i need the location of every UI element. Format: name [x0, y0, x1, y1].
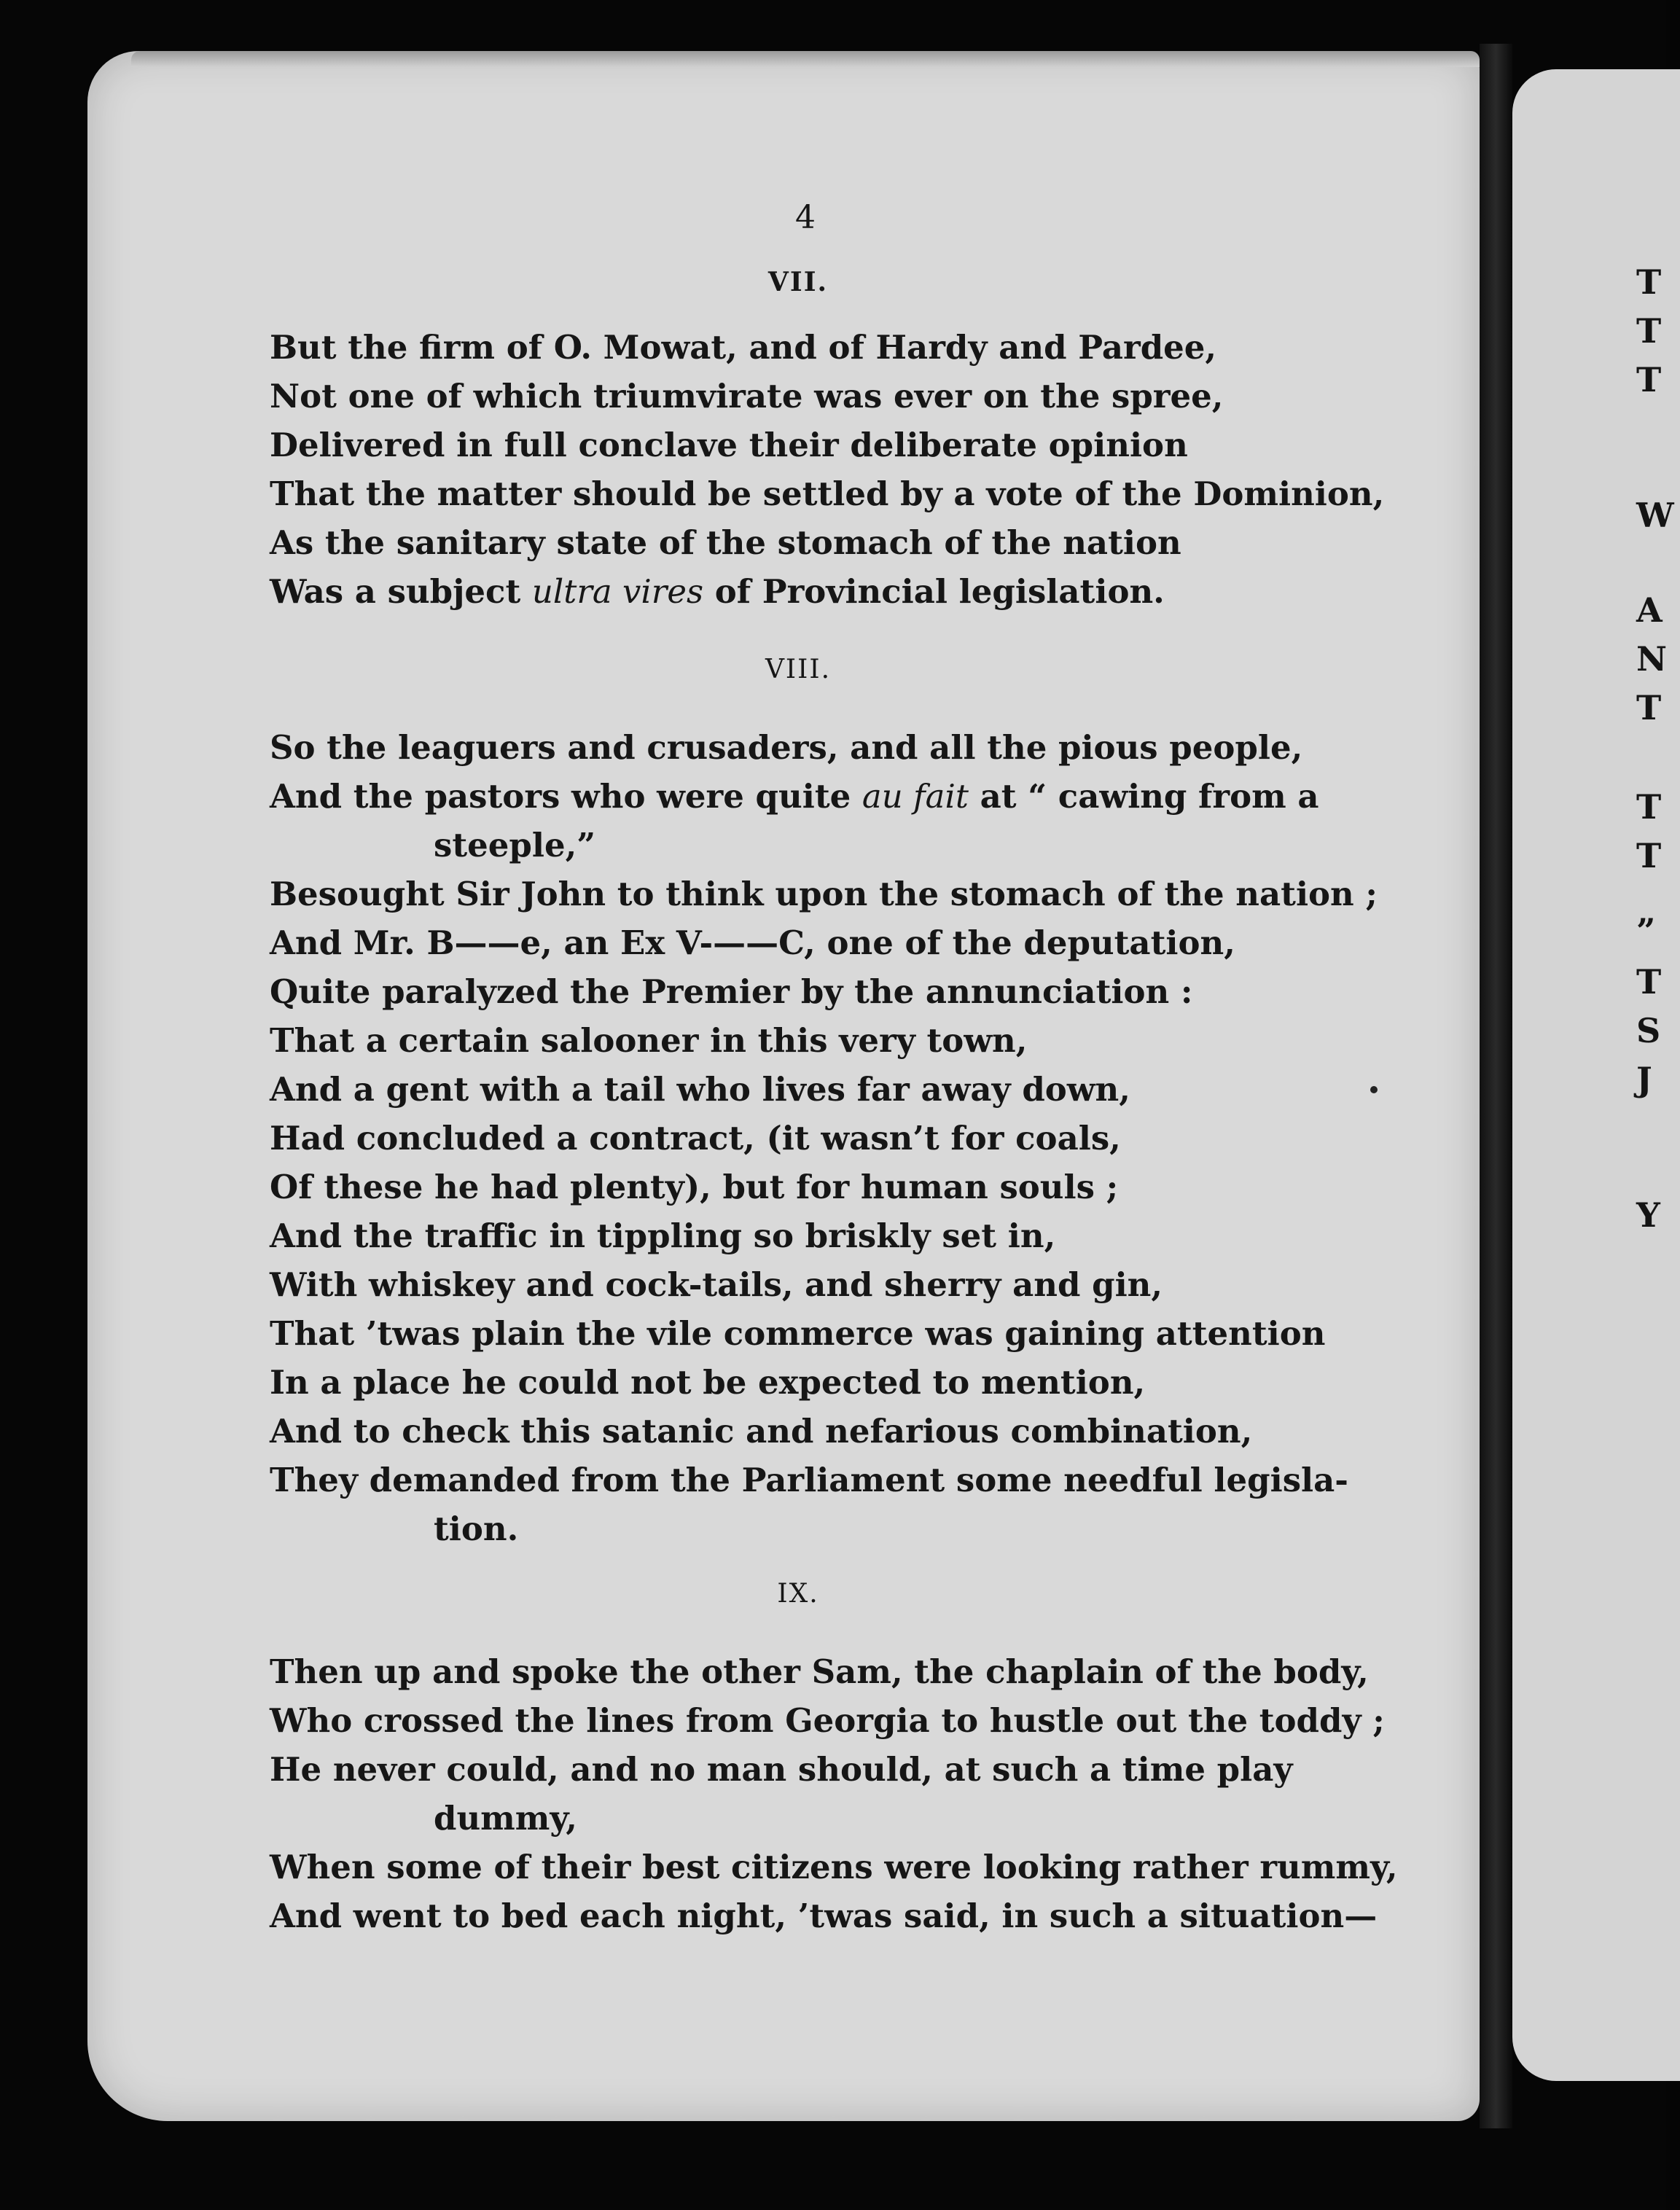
verse-segment: at “ cawing from a: [968, 777, 1319, 816]
book-gutter: [1480, 44, 1512, 2128]
verse-line: And the traffic in tippling so briskly set in,: [270, 1217, 1056, 1255]
verse-line: Quite paralyzed the Premier by the annunciation :: [270, 972, 1193, 1011]
verse-line-continuation: steeple,”: [434, 826, 596, 864]
italic-phrase: ultra vires: [531, 572, 704, 611]
right-letter: T: [1636, 836, 1662, 875]
verse-segment: Was a subject: [270, 572, 532, 611]
verse-segment: And the pastors who were quite: [270, 777, 862, 816]
verse-line: In a place he could not be expected to mention,: [270, 1363, 1146, 1402]
verse-line-continuation: dummy,: [434, 1799, 577, 1838]
verse-line: As the sanitary state of the stomach of the nation: [270, 523, 1181, 562]
right-letter: ”: [1636, 911, 1656, 950]
verse-line: Not one of which triumvirate was ever on the spree,: [270, 377, 1224, 415]
verse-line: And to check this satanic and nefarious combination,: [270, 1412, 1253, 1450]
verse-line: But the firm of O. Mowat, and of Hardy and Pardee,: [270, 328, 1217, 367]
right-letter: T: [1636, 360, 1662, 399]
verse-line: Who crossed the lines from Georgia to hustle out the toddy ;: [270, 1701, 1385, 1740]
verse-line: Delivered in full conclave their deliberate opinion: [270, 426, 1188, 464]
right-letter: N: [1636, 639, 1668, 679]
verse-line: [270, 567, 1327, 616]
right-letter: T: [1636, 787, 1662, 827]
stanza-numeral: VII.: [767, 267, 829, 297]
ink-speck: [1370, 1086, 1378, 1093]
verse-line: Then up and spoke the other Sam, the chaplain of the body,: [270, 1652, 1369, 1691]
verse-line: When some of their best citizens were looking rather rummy,: [270, 1848, 1398, 1886]
right-letter: T: [1636, 962, 1662, 1001]
verse-line: And Mr. B——e, an Ex V-——C, one of the deputation,: [270, 924, 1235, 962]
right-letter: W: [1636, 496, 1674, 535]
right-letter: J: [1636, 1060, 1652, 1099]
verse-line: That a certain salooner in this very town,: [270, 1021, 1028, 1060]
right-letter: T: [1636, 262, 1662, 302]
italic-phrase: au fait: [862, 777, 969, 816]
stanza-numeral: IX.: [777, 1579, 819, 1609]
verse-line: And went to bed each night, ’twas said, in such a situation—: [270, 1897, 1378, 1935]
verse-line: That the matter should be settled by a vote of the Dominion,: [270, 475, 1385, 513]
poem-text: [270, 193, 1398, 1940]
verse-line: With whiskey and cock-tails, and sherry and gin,: [270, 1265, 1163, 1304]
verse-line: He never could, and no man should, at such a time play: [270, 1750, 1293, 1789]
right-letter: A: [1636, 590, 1663, 630]
right-letter: S: [1636, 1011, 1661, 1050]
verse-line-continuation: tion.: [434, 1510, 519, 1548]
verse-segment: of Provincial legislation.: [703, 572, 1165, 611]
verse-line: And a gent with a tail who lives far away down,: [270, 1070, 1130, 1109]
page-top-edge: [131, 51, 1480, 67]
verse-line: So the leaguers and crusaders, and all the pious people,: [270, 728, 1303, 767]
verse-line: That ’twas plain the vile commerce was gaining attention: [270, 1314, 1326, 1353]
verse-line: Had concluded a contract, (it wasn’t for coals,: [270, 1119, 1121, 1157]
verse-line: Of these he had plenty), but for human souls ;: [270, 1168, 1119, 1206]
right-letter: T: [1636, 311, 1662, 351]
verse-line: Besought Sir John to think upon the stomach of the nation ;: [270, 875, 1378, 913]
right-letter: Y: [1636, 1195, 1660, 1235]
right-letter: T: [1636, 688, 1662, 727]
verse-line: They demanded from the Parliament some needful legisla-: [270, 1461, 1348, 1499]
verse-line: [270, 772, 1327, 821]
page-number: 4: [795, 199, 816, 236]
stanza-numeral: VIII.: [765, 655, 832, 684]
